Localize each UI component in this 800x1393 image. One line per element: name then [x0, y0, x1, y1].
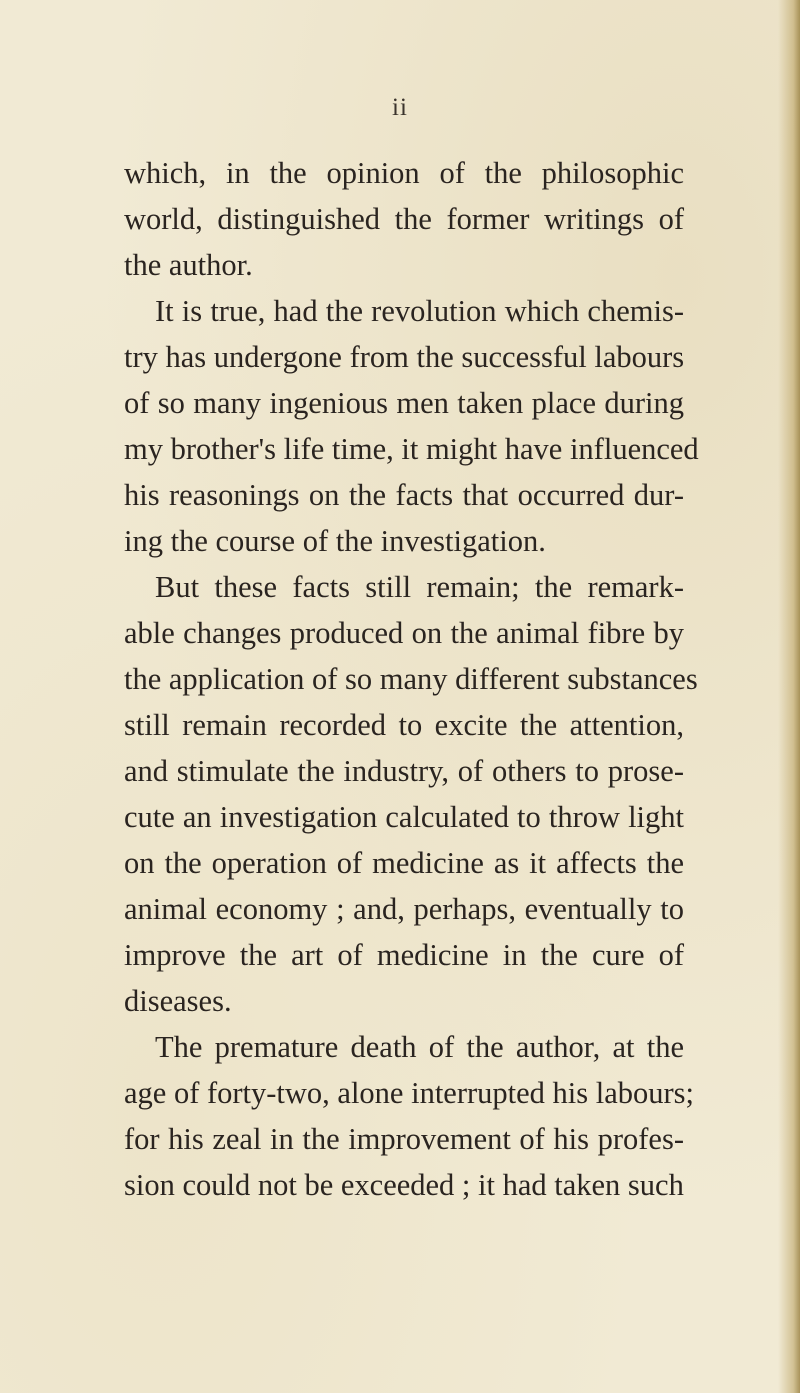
text-line: the application of so many different substances — [124, 662, 698, 696]
text-line: diseases. — [124, 984, 232, 1018]
page-edge-shadow — [778, 0, 800, 1393]
text-line: age of forty-two, alone interrupted his labours; — [124, 1076, 695, 1110]
text-line: try has undergone from the successful labours — [124, 340, 685, 374]
text-line: animal economy ; and, perhaps, eventually to — [124, 892, 684, 926]
text-line: which, in the opinion of the philosophic — [124, 156, 684, 190]
text-line: and stimulate the industry, of others to prose- — [124, 754, 684, 788]
paragraph-first-line: The premature death of the author, at the — [155, 1030, 684, 1064]
paragraph-first-line: But these facts still remain; the remark- — [155, 570, 684, 604]
text-line: cute an investigation calculated to throw light — [124, 800, 684, 834]
text-line: on the operation of medicine as it affects the — [124, 846, 684, 880]
text-line: of so many ingenious men taken place during — [124, 386, 684, 420]
text-line: ing the course of the investigation. — [124, 524, 546, 558]
text-line: my brother's life time, it might have influenced — [124, 432, 699, 466]
text-line: able changes produced on the animal fibre by — [124, 616, 684, 650]
text-line: still remain recorded to excite the attention, — [124, 708, 684, 742]
text-line: the author. — [124, 248, 253, 282]
text-line: improve the art of medicine in the cure of — [124, 938, 684, 972]
text-line: sion could not be exceeded ; it had taken such — [124, 1168, 684, 1202]
text-line: his reasonings on the facts that occurred dur- — [124, 478, 684, 512]
paragraph-first-line: It is true, had the revolution which chemis- — [155, 294, 684, 328]
text-line: world, distinguished the former writings of — [124, 202, 684, 236]
page-number: ii — [392, 94, 408, 121]
text-line: for his zeal in the improvement of his profes- — [124, 1122, 684, 1156]
